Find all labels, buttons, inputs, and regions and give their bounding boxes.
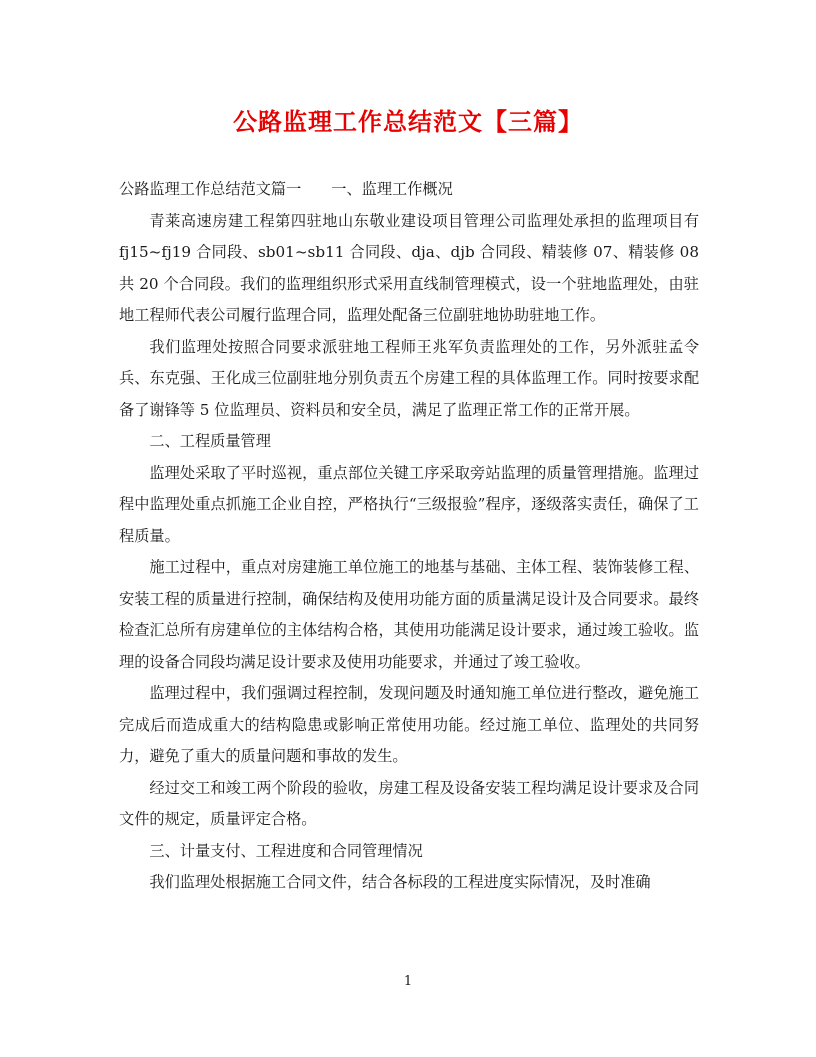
paragraph: 监理处采取了平时巡视，重点部位关键工序采取旁站监理的质量管理措施。监理过程中监理处重点抓施工企业自控，严格执行“三级报验”程序，逐级落实责任，确保了工程质量。 — [119, 463, 699, 545]
paragraph: 青莱高速房建工程第四驻地山东敬业建设项目管理公司监理处承担的监理项目有 fj15~fj19 合同段、sb01~sb11 合同段、dja、djb 合同段、精装修 07、精装修 08 共 20 个合同段。我们的监理组织形式采用直线制管理模式，设一个驻地监理处，由驻地工程师代表公司履行监理合同，监理处配备三位副驻地协助驻地工作。 — [119, 211, 699, 324]
section-heading-1: 一、监理工作概况 — [331, 180, 453, 198]
paragraph: 二、工程质量管理 — [149, 432, 271, 450]
paragraph: 监理过程中，我们强调过程控制，发现问题及时通知施工单位进行整改，避免施工完成后而造成重大的结构隐患或影响正常使用功能。经过施工单位、监理处的共同努力，避免了重大的质量问题和事故的发生。 — [119, 684, 699, 765]
paragraph-list — [119, 206, 699, 899]
paragraph: 我们监理处按照合同要求派驻地工程师王兆军负责监理处的工作，另外派驻孟令兵、东克强、王化成三位副驻地分别负责五个房建工程的具体监理工作。同时按要求配备了谢锋等 5 位监理员、资料员和安全员，满足了监理正常工作的正常开展。 — [119, 337, 699, 419]
intro-label: 公路监理工作总结范文篇一 — [119, 180, 302, 198]
intro-line — [119, 174, 699, 206]
paragraph: 经过交工和竣工两个阶段的验收，房建工程及设备安装工程均满足设计要求及合同文件的规定，质量评定合格。 — [119, 778, 699, 828]
page-number: 1 — [403, 974, 413, 989]
paragraph: 三、计量支付、工程进度和合同管理情况 — [149, 841, 423, 860]
paragraph: 施工过程中，重点对房建施工单位施工的地基与基础、主体工程、装饰装修工程、安装工程的质量进行控制，确保结构及使用功能方面的质量满足设计及合同要求。最终检查汇总所有房建单位的主体结构合格，其使用功能满足设计要求，通过竣工验收。监理的设备合同段均满足设计要求及使用功能要求，并通过了竣工验收。 — [119, 558, 699, 671]
document-body — [119, 174, 699, 899]
paragraph: 我们监理处根据施工合同文件，结合各标段的工程进度实际情况，及时准确 — [149, 873, 651, 891]
document-title: 公路监理工作总结范文【三篇】 — [233, 107, 583, 136]
